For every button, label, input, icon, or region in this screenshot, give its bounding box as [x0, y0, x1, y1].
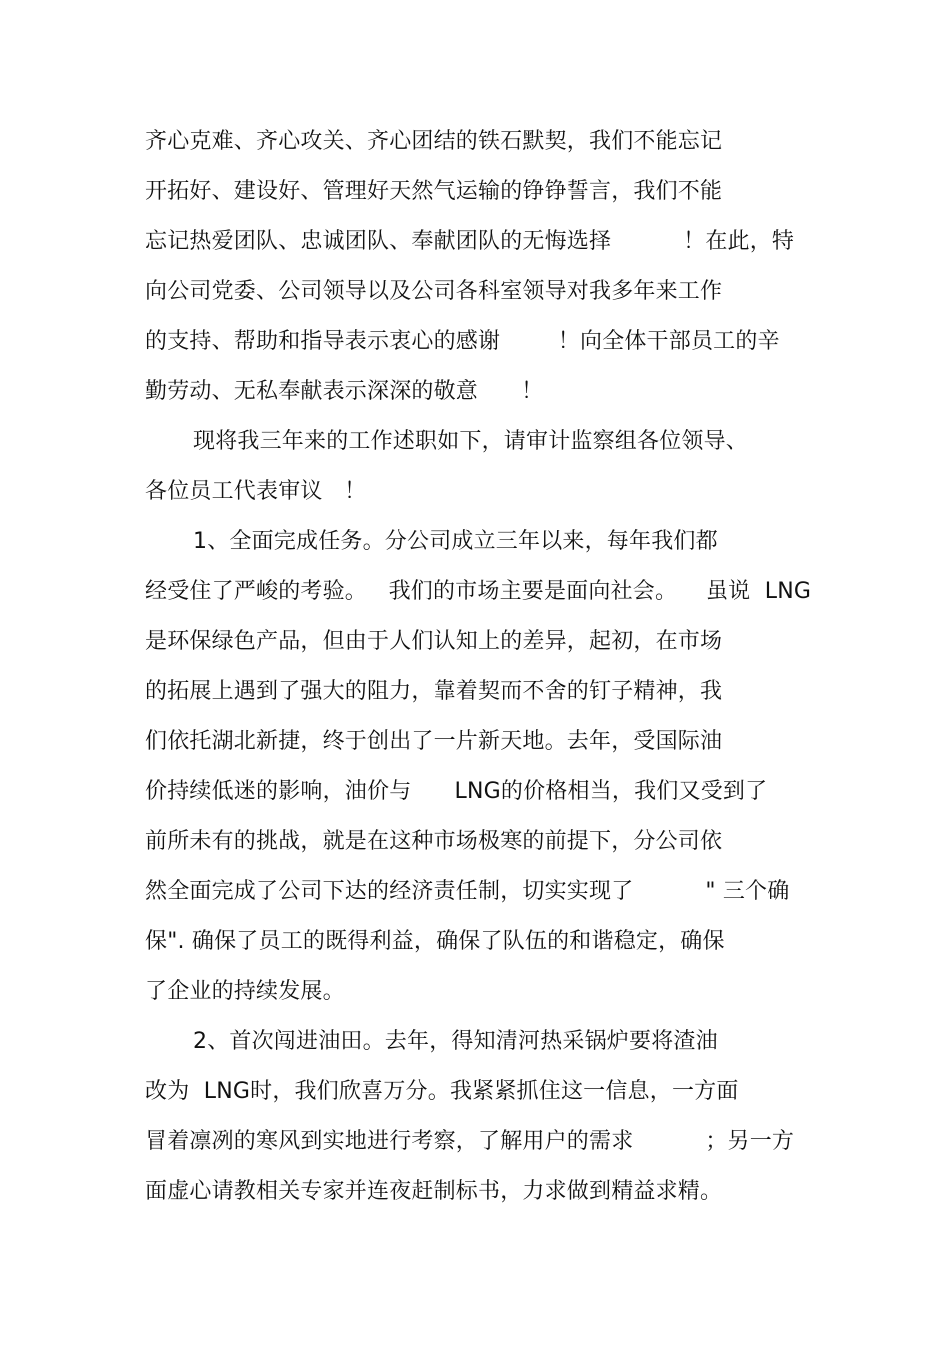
text-line: 是环保绿色产品，但由于人们认知上的差异，起初，在市场	[145, 629, 723, 654]
text-line: 向公司党委、公司领导以及公司各科室领导对我多年来工作	[145, 279, 723, 304]
text-line: 改为 LNG时，我们欣喜万分。我紧紧抓住这一信息，一方面	[145, 1079, 739, 1104]
text-line: 们依托湖北新捷，终于创出了一片新天地。去年，受国际油	[145, 729, 723, 754]
text-line: 勤劳动、无私奉献表示深深的敬意 ！	[145, 379, 544, 404]
text-line: 忘记热爱团队、忠诚团队、奉献团队的无悔选择 ！在此，特	[145, 229, 795, 254]
text-line: 了企业的持续发展。	[145, 979, 345, 1004]
text-line: 的拓展上遇到了强大的阻力，靠着契而不舍的钉子精神，我	[145, 679, 723, 704]
paragraph-first-line: 2、首次闯进油田。去年，得知清河热采锅炉要将渣油	[193, 1029, 718, 1054]
text-line: 各位员工代表审议 ！	[145, 479, 367, 504]
text-line: 价持续低迷的影响，油价与 LNG的价格相当，我们又受到了	[145, 779, 768, 804]
text-line: 冒着凛冽的寒风到实地进行考察，了解用户的需求 ；另一方	[145, 1129, 795, 1154]
text-line: 经受住了严峻的考验。 我们的市场主要是面向社会。 虽说 LNG	[145, 579, 812, 604]
text-line: 然全面完成了公司下达的经济责任制，切实实现了 " 三个确	[145, 879, 790, 904]
paragraph-first-line: 1、全面完成任务。分公司成立三年以来，每年我们都	[193, 529, 718, 554]
paragraph-first-line: 现将我三年来的工作述职如下，请审计监察组各位领导、	[193, 429, 749, 454]
text-line: 齐心克难、齐心攻关、齐心团结的铁石默契，我们不能忘记	[145, 129, 723, 154]
text-line: 保". 确保了员工的既得利益，确保了队伍的和谐稳定，确保	[145, 929, 725, 954]
text-line: 开拓好、建设好、管理好天然气运输的铮铮誓言，我们不能	[145, 179, 723, 204]
text-line: 面虚心请教相关专家并连夜赶制标书，力求做到精益求精。	[145, 1179, 723, 1204]
text-line: 的支持、帮助和指导表示衷心的感谢 ！向全体干部员工的辛	[145, 329, 780, 354]
text-line: 前所未有的挑战，就是在这种市场极寒的前提下，分公司依	[145, 829, 723, 854]
